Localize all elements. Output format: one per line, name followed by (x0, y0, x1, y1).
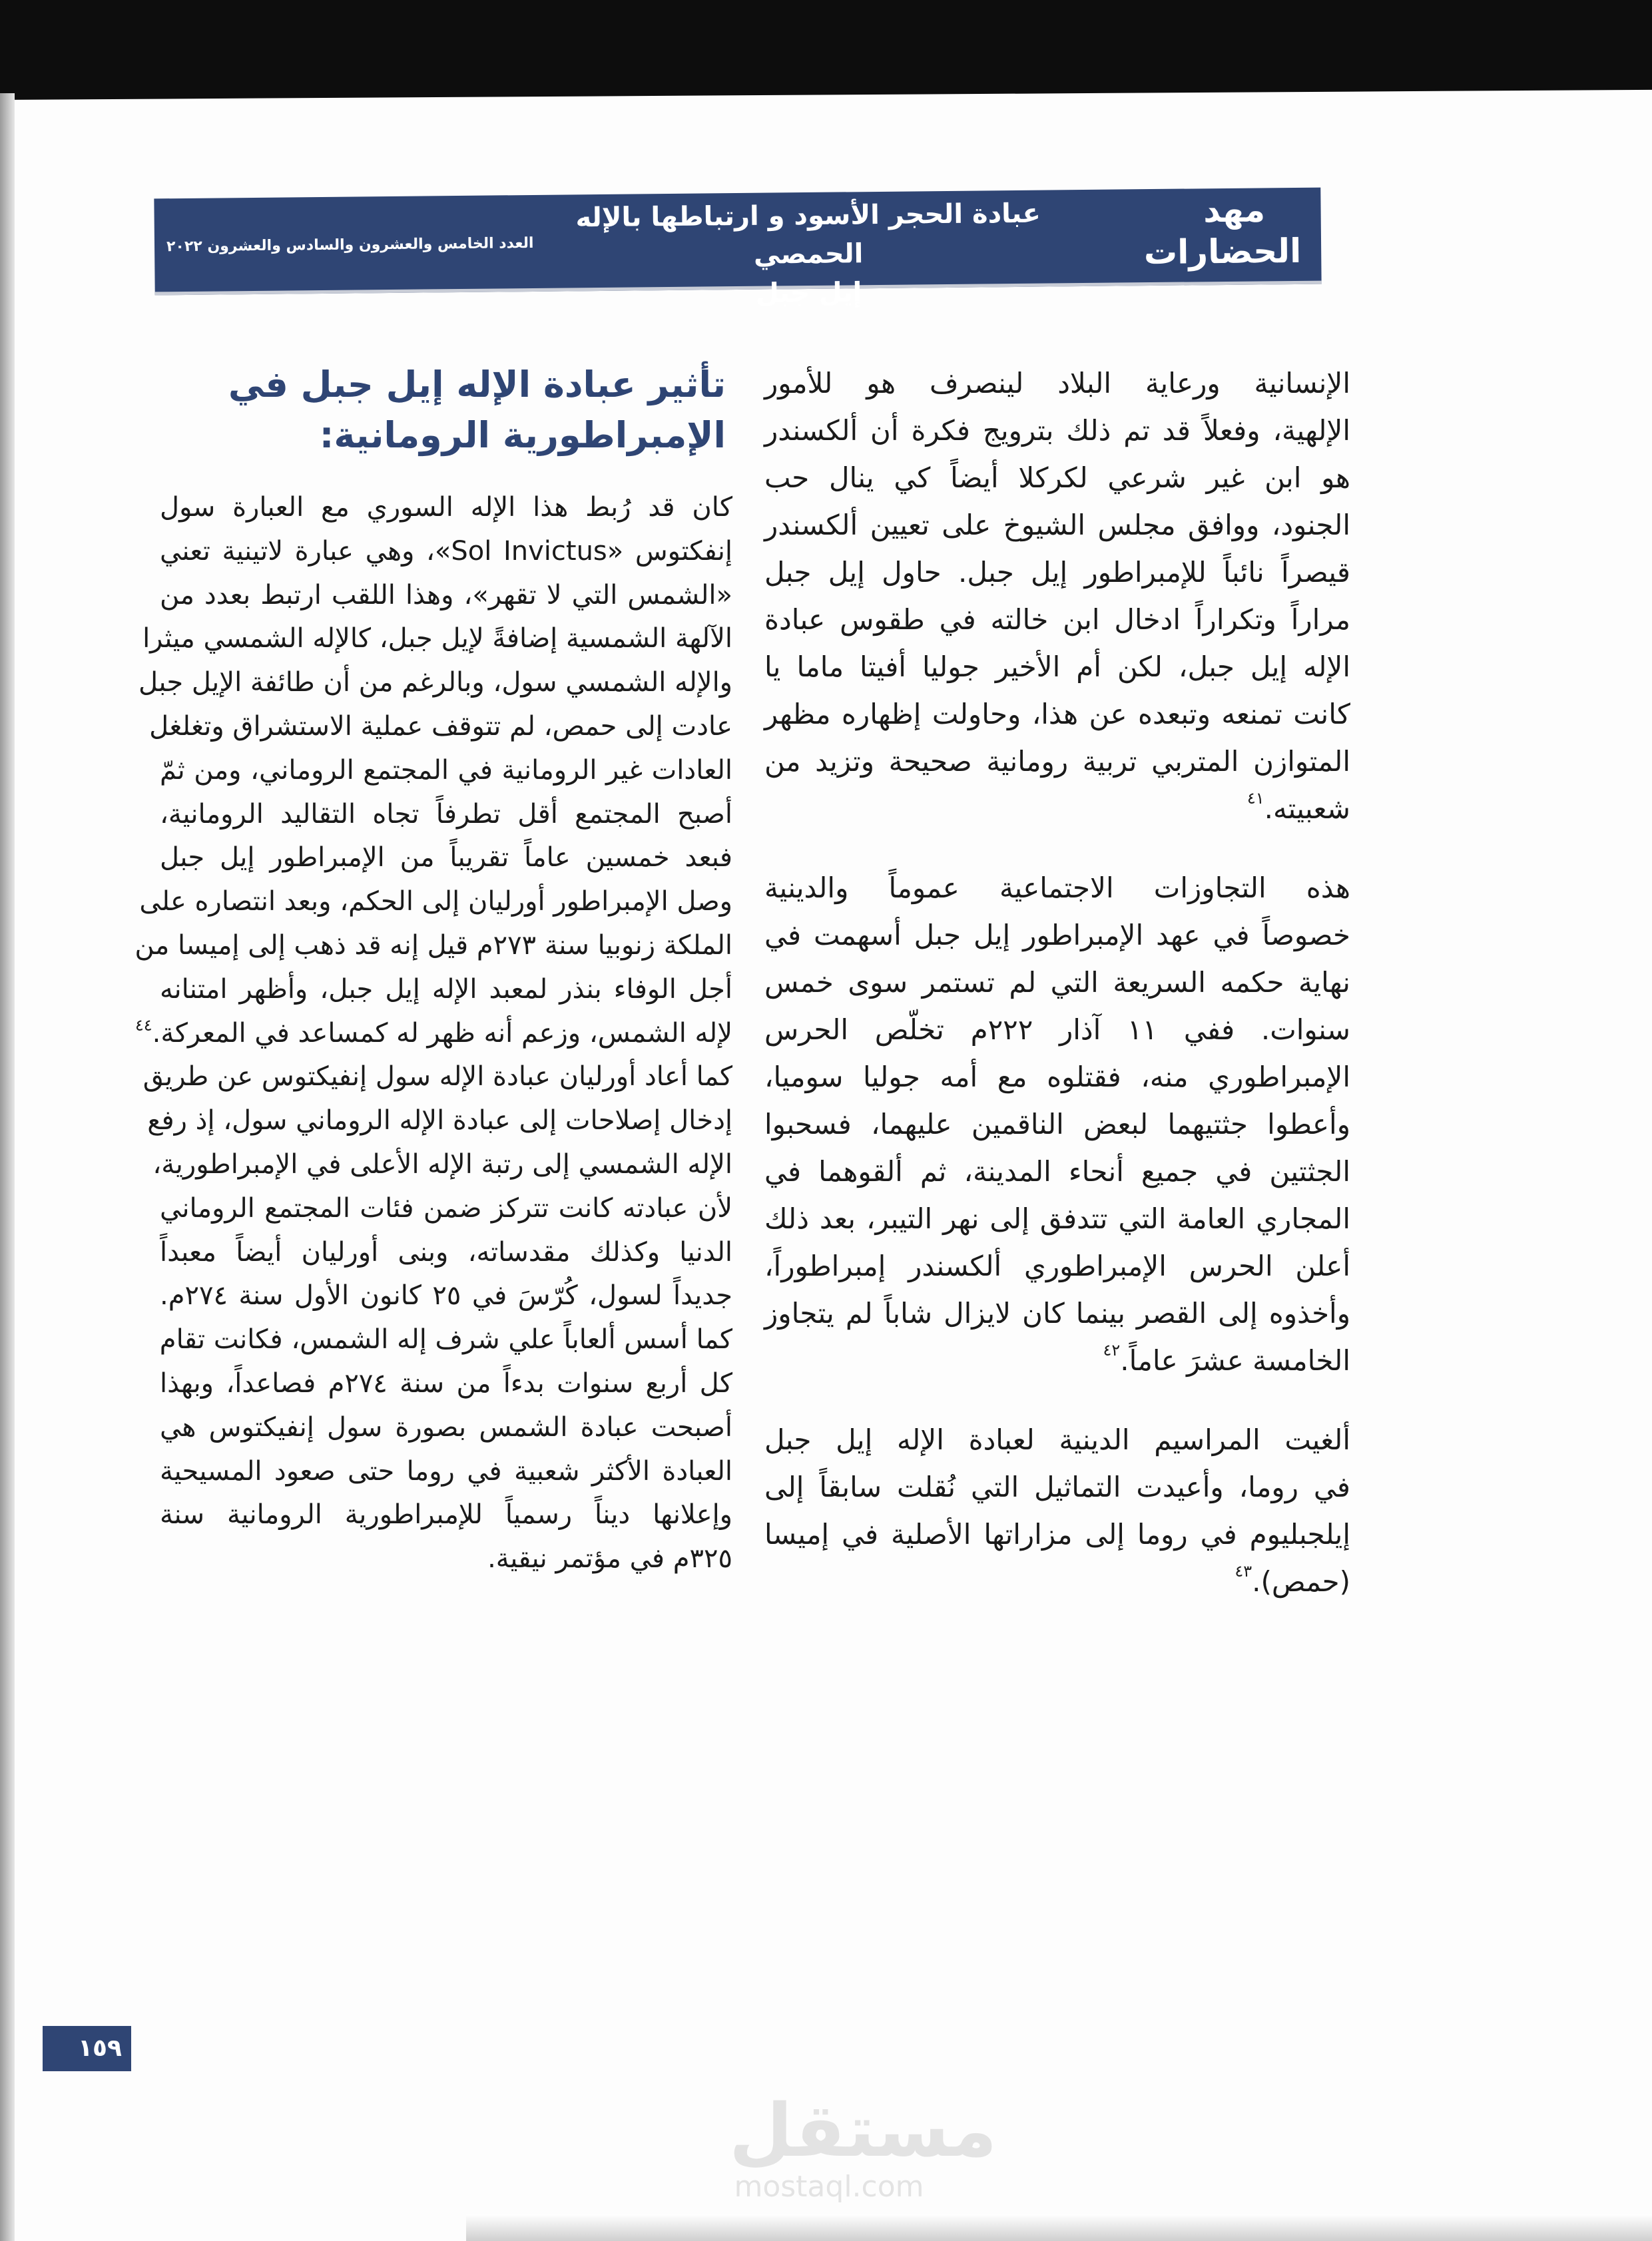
line-text: لإله الشمس، وزعم أنه ظهر له كمساعد في المعركة. (152, 1017, 732, 1049)
text-line (160, 1318, 732, 1362)
text-line (160, 836, 732, 880)
text-line (160, 486, 732, 530)
text-line (764, 407, 1350, 454)
left-column (135, 360, 732, 1613)
section-heading-line-2: الإمبراطورية الرومانية: (319, 414, 726, 456)
line-text: أعلن الحرس الإمبراطوري ألكسندر إمبراطوراً، (764, 1250, 1350, 1282)
right-column (764, 360, 1350, 1637)
line-text: هو ابن غير شرعي لكركلا أيضاً كي ينال حب (764, 461, 1350, 494)
line-text: أصبح المجتمع أقل تطرفاً تجاه التقاليد الرومانية، (160, 798, 732, 830)
line-text: نهاية حكمه السريعة التي لم تستمر سوى خمس (764, 966, 1350, 999)
text-line (160, 530, 732, 574)
footnote-ref: ٤٣ (1235, 1562, 1252, 1581)
article-title (575, 194, 1042, 315)
line-text: الدنيا وكذلك مقدساته، وبنى أورليان أيضاً معبداً (160, 1236, 732, 1268)
watermark-latin: mostaql.com (734, 2170, 924, 2204)
scan-border-left (0, 93, 15, 2241)
text-line (764, 1053, 1350, 1101)
text-line (764, 1416, 1350, 1463)
line-text: لأن عبادته كانت تتركز ضمن فئات المجتمع الروماني (160, 1192, 732, 1224)
paragraph (764, 864, 1350, 1384)
text-line (135, 924, 732, 968)
text-line (764, 959, 1350, 1006)
line-text: جديداً لسول، كُرّسَ في ٢٥ كانون الأول سنة ٢٧٤م. (160, 1280, 732, 1312)
line-text: الجنود، ووافق مجلس الشيوخ على تعيين ألكسندر (764, 509, 1350, 541)
line-text: الإله إيل جبل، لكن أم الأخير جوليا أفيتا ماما يا (764, 650, 1350, 683)
line-text: الإنسانية ورعاية البلاد لينصرف هو للأمور (764, 367, 1350, 399)
watermark-logo (729, 2088, 997, 2204)
text-line (160, 793, 732, 837)
text-line (764, 738, 1350, 785)
scan-shadow-bottom (466, 2214, 1652, 2241)
text-line (152, 1143, 732, 1187)
text-line (764, 549, 1350, 596)
text-line (160, 1406, 732, 1450)
text-line (764, 501, 1350, 549)
line-text: فبعد خمسين عاماً تقريباً من الإمبراطور إيل جبل (160, 842, 732, 873)
line-text: الإله الشمسي إلى رتبة الإله الأعلى في الإمبراطورية، (152, 1148, 732, 1180)
text-line (138, 661, 732, 705)
text-line (160, 749, 732, 793)
text-line (147, 1099, 732, 1143)
line-text: وأخذوه إلى القصر بينما كان لايزال شاباً لم يتجاوز (764, 1297, 1350, 1330)
text-line (764, 911, 1350, 959)
magazine-logo (1143, 189, 1302, 273)
line-text: خصوصاً في عهد الإمبراطور إيل جبل أسهمت في (764, 919, 1350, 951)
article-title-line-1: عبادة الحجر الأسود و ارتباطها بالإله الحمصي (575, 198, 1041, 270)
line-text: ألغيت المراسيم الدينية لعبادة الإله إيل جبل (764, 1423, 1350, 1456)
text-line (160, 574, 732, 618)
line-text: الإمبراطوري منه، فقتلوه مع أمه جوليا سوميا، (764, 1061, 1350, 1093)
text-line (764, 1242, 1350, 1290)
text-line (764, 1148, 1350, 1195)
text-line (160, 1231, 732, 1275)
text-line (764, 1463, 1350, 1511)
logo-line-2: الحضارات (1143, 231, 1302, 272)
left-column-body (135, 486, 732, 1581)
line-text: وصل الإمبراطور أورليان إلى الحكم، وبعد انتصاره على (139, 886, 732, 917)
line-text: كما أسس ألعاباً علي شرف إله الشمس، فكانت تقام (159, 1324, 732, 1356)
line-text: العبادة الأكثر شعبية في روما حتى صعود المسيحية (160, 1455, 732, 1487)
text-line (160, 1450, 732, 1494)
paragraph (135, 486, 732, 1581)
text-line (160, 968, 732, 1012)
line-text: مراراً وتكراراً ادخال ابن خالته في طقوس عبادة (764, 603, 1350, 636)
line-text: الخامسة عشرَ عاماً. (1120, 1344, 1350, 1377)
scan-border-top (0, 0, 1652, 100)
footnote-ref: ٤١ (1246, 789, 1264, 808)
text-line (160, 1187, 732, 1231)
page-number: ١٥٩ (43, 2026, 131, 2071)
text-line (160, 1537, 732, 1581)
line-text: والإله الشمسي سول، وبالرغم من أن طائفة الإيل جبل (138, 667, 732, 698)
line-text: «الشمس التي لا تقهر»، وهذا اللقب ارتبط بعدد من (160, 579, 732, 611)
text-line (764, 864, 1350, 911)
line-text: كما أعاد أورليان عبادة الإله سول إنفيكتوس عن طريق (142, 1061, 732, 1093)
line-text: وأعطوا جثتيهما لبعض الناقمين عليهما، فسحبوا (764, 1108, 1350, 1140)
line-text: كان قد رُبط هذا الإله السوري مع العبارة سول (160, 492, 732, 523)
line-text: شعبيته. (1264, 792, 1350, 825)
text-line (764, 1101, 1350, 1148)
line-text: أجل الوفاء بنذر لمعبد الإله إيل جبل، وأظهر امتنانه (160, 973, 732, 1005)
article-title-line-2: إيل جبل (755, 277, 862, 309)
page-header-band (154, 188, 1321, 309)
text-line (764, 1558, 1350, 1605)
text-line (764, 1006, 1350, 1053)
logo-line-1: مهد (1203, 190, 1266, 230)
paragraph (764, 1416, 1350, 1605)
line-text: عادت إلى حمص، لم تتوقف عملية الاستشراق وتغلغل (149, 710, 732, 742)
line-text: الملكة زنوبيا سنة ٢٧٣م قيل إنه قد ذهب إلى إميسا من (135, 929, 732, 961)
line-text: هذه التجاوزات الاجتماعية عموماً والدينية (764, 872, 1350, 904)
line-text: الإلهية، وفعلاً قد تم ذلك بترويج فكرة أن ألكسندر (764, 414, 1350, 447)
line-text: ٣٢٥م في مؤتمر نيقية. (487, 1543, 732, 1575)
text-line (764, 454, 1350, 501)
line-text: المتوازن المتربي تربية رومانية صحيحة وتزيد من (764, 745, 1350, 778)
text-line (139, 880, 732, 924)
text-line (764, 785, 1350, 832)
line-text: (حمص). (1252, 1565, 1350, 1598)
text-line (160, 1274, 732, 1318)
line-text: في روما، وأعيدت التماثيل التي نُقلت سابقاً إلى (764, 1471, 1350, 1503)
line-text: وإعلانها ديناً رسمياً للإمبراطورية الرومانية سنة (160, 1499, 732, 1531)
footnote-ref: ٤٢ (1103, 1341, 1121, 1360)
text-line (764, 643, 1350, 690)
text-line (764, 1195, 1350, 1242)
text-line (160, 1493, 732, 1537)
text-line (764, 596, 1350, 643)
line-text: الجثتين في جميع أنحاء المدينة، ثم ألقوهما في (764, 1155, 1350, 1188)
text-line (764, 1337, 1350, 1384)
text-line (149, 705, 732, 749)
paragraph (764, 360, 1350, 832)
line-text: قيصراً نائباً للإمبراطور إيل جبل. حاول إيل جبل (764, 556, 1350, 589)
text-line (135, 1012, 732, 1056)
footnote-ref: ٤٤ (135, 1015, 152, 1035)
line-text: إنفكتوس «Sol Invictus»، وهي عبارة لاتينية تعني (160, 535, 732, 567)
line-text: كانت تمنعه وتبعده عن هذا، وحاولت إظهاره مظهر (764, 698, 1350, 730)
line-text: أصبحت عبادة الشمس بصورة سول إنفيكتوس هي (160, 1411, 732, 1443)
section-heading (160, 360, 732, 461)
text-line (764, 360, 1350, 407)
text-line (160, 1362, 732, 1406)
text-line (764, 690, 1350, 738)
line-text: الآلهة الشمسية إضافةً لإيل جبل، كالإله الشمسي ميثرا (142, 623, 732, 654)
text-line (764, 1290, 1350, 1337)
line-text: العادات غير الرومانية في المجتمع الروماني، ومن ثمّ (160, 754, 732, 786)
text-line (142, 617, 732, 661)
line-text: كل أربع سنوات بدءاً من سنة ٢٧٤م فصاعداً، وبهذا (160, 1368, 732, 1399)
section-heading-line-1: تأثير عبادة الإله إيل جبل في (228, 364, 726, 405)
text-line (764, 1511, 1350, 1558)
line-text: إيلجبليوم في روما إلى مزاراتها الأصلية في إميسا (764, 1518, 1350, 1551)
issue-label: العدد الخامس والعشرون والسادس والعشرون ٢٠٢٢ (166, 234, 534, 256)
line-text: المجاري العامة التي تتدفق إلى نهر التيبر، بعد ذلك (764, 1202, 1350, 1235)
text-line (142, 1055, 732, 1099)
line-text: سنوات. ففي ١١ آذار ٢٢٢م تخلّص الحرس (764, 1013, 1350, 1046)
line-text: إدخال إصلاحات إلى عبادة الإله الروماني سول، إذ رفع (147, 1105, 732, 1136)
watermark-arabic: مستقل (729, 2088, 997, 2173)
